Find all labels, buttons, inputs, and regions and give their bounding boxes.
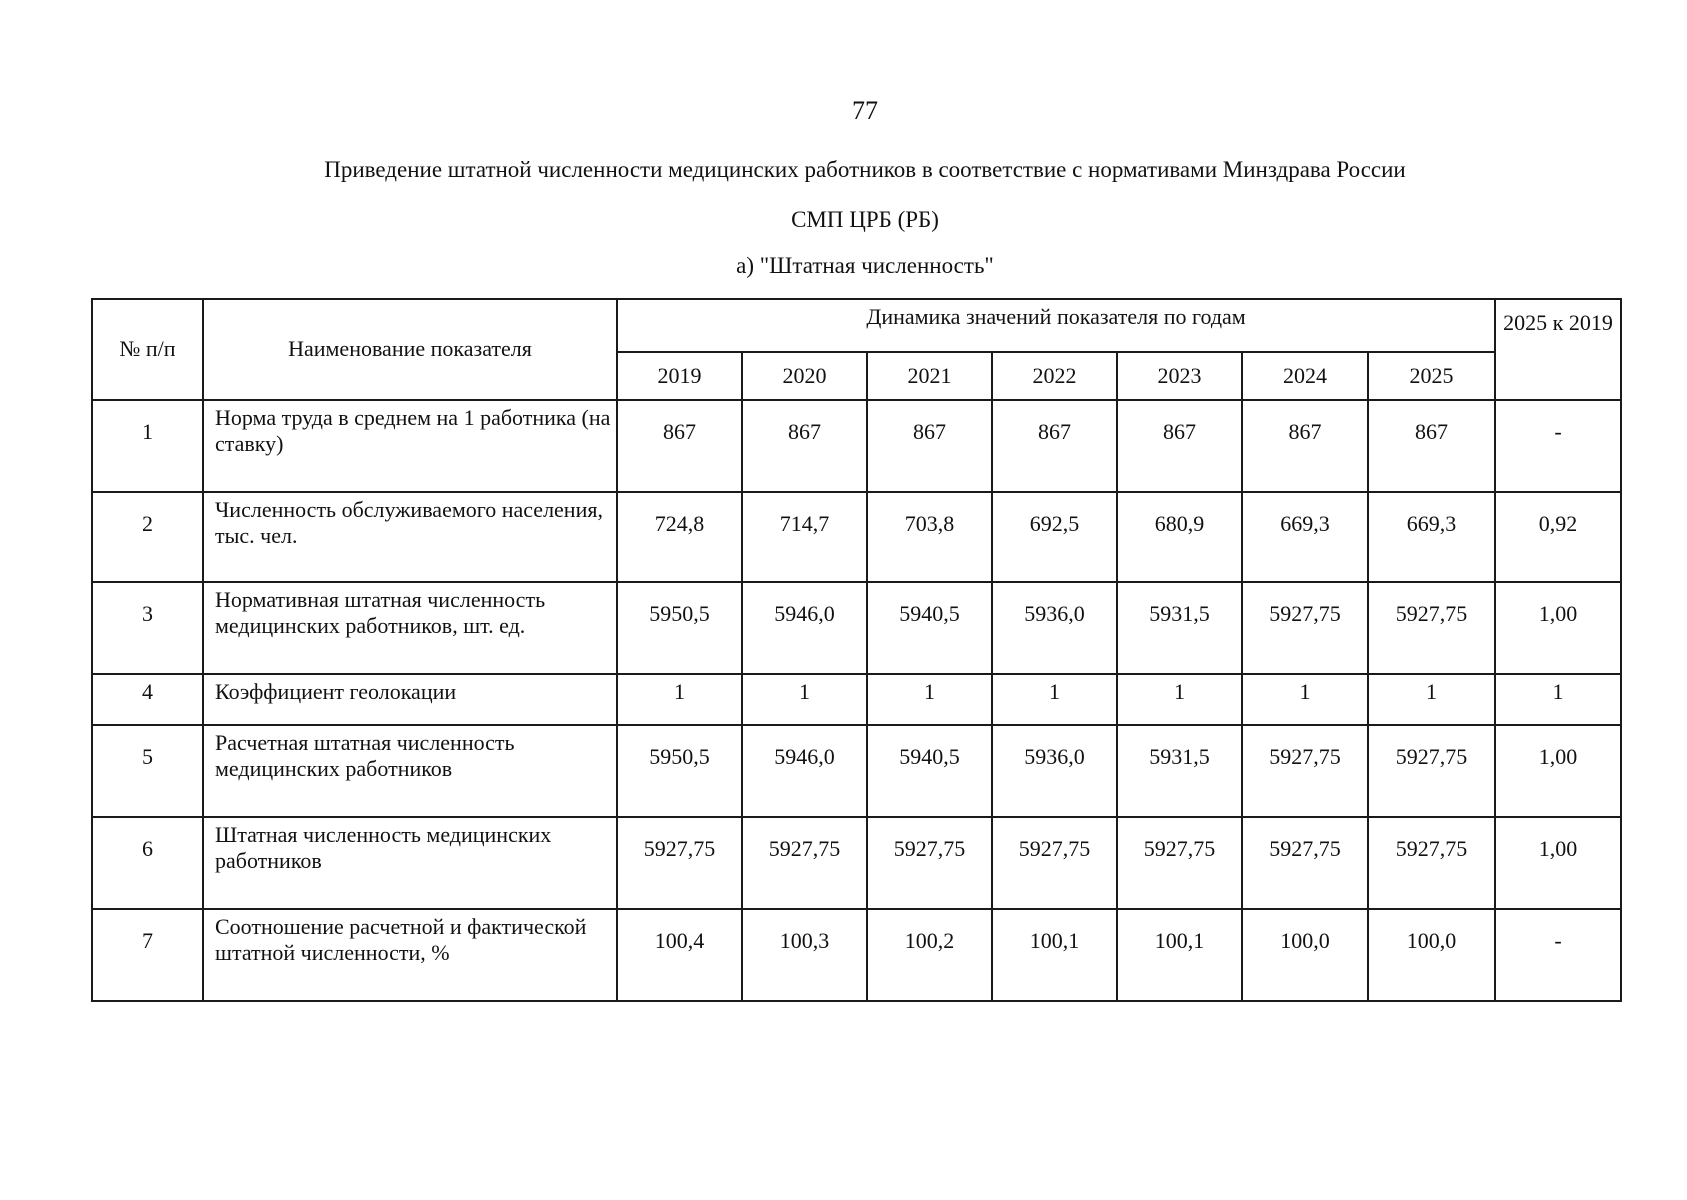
header-ratio: 2025 к 2019: [1495, 299, 1621, 400]
row-value: 867: [1242, 400, 1368, 492]
row-name: Соотношение расчетной и фактической штатной численности, %: [203, 909, 617, 1001]
row-value: 669,3: [1368, 492, 1495, 582]
row-index: 6: [92, 817, 203, 909]
row-value: 5927,75: [1242, 582, 1368, 674]
row-value: 5936,0: [992, 582, 1117, 674]
row-index: 5: [92, 725, 203, 817]
row-value: 5927,75: [742, 817, 867, 909]
row-name: Нормативная штатная численность медицинских работников, шт. ед.: [203, 582, 617, 674]
row-value: 5927,75: [617, 817, 742, 909]
row-index: 3: [92, 582, 203, 674]
header-index: № п/п: [92, 299, 203, 400]
row-value: 867: [1368, 400, 1495, 492]
document-title: Приведение штатной численности медицинских работников в соответствие с нормативами Минздрава России: [324, 157, 1406, 182]
row-value: 1: [742, 674, 867, 725]
row-index: 7: [92, 909, 203, 1001]
row-value: 100,0: [1368, 909, 1495, 1001]
page-number: 77: [852, 96, 878, 125]
header-year: 2023: [1117, 352, 1242, 400]
row-value: 867: [617, 400, 742, 492]
row-value: 100,2: [867, 909, 992, 1001]
table-row: [92, 492, 1621, 582]
row-value: 5931,5: [1117, 725, 1242, 817]
row-value: 100,4: [617, 909, 742, 1001]
row-ratio: 1,00: [1495, 725, 1621, 817]
row-value: 5936,0: [992, 725, 1117, 817]
row-value: 5927,75: [1368, 725, 1495, 817]
row-value: 5927,75: [992, 817, 1117, 909]
row-value: 5927,75: [867, 817, 992, 909]
row-value: 1: [1368, 674, 1495, 725]
row-value: 5927,75: [1117, 817, 1242, 909]
document-subtitle-organization: СМП ЦРБ (РБ): [791, 207, 939, 232]
row-value: 100,0: [1242, 909, 1368, 1001]
row-value: 5950,5: [617, 725, 742, 817]
row-value: 5927,75: [1368, 817, 1495, 909]
table-row: [92, 909, 1621, 1001]
row-value: 5927,75: [1368, 582, 1495, 674]
header-row-top: [92, 299, 1621, 352]
header-year: 2021: [867, 352, 992, 400]
row-value: 100,3: [742, 909, 867, 1001]
row-value: 5940,5: [867, 582, 992, 674]
row-value: 1: [867, 674, 992, 725]
row-value: 1: [1242, 674, 1368, 725]
row-value: 5946,0: [742, 725, 867, 817]
row-value: 5927,75: [1242, 725, 1368, 817]
table-row: [92, 400, 1621, 492]
table-row: [92, 817, 1621, 909]
row-value: 867: [867, 400, 992, 492]
header-year: 2019: [617, 352, 742, 400]
table-row: [92, 725, 1621, 817]
row-value: 703,8: [867, 492, 992, 582]
row-ratio: 1,00: [1495, 817, 1621, 909]
header-name: Наименование показателя: [203, 299, 617, 400]
row-name: Расчетная штатная численность медицинских работников: [203, 725, 617, 817]
row-ratio: -: [1495, 400, 1621, 492]
row-value: 100,1: [1117, 909, 1242, 1001]
row-ratio: 1: [1495, 674, 1621, 725]
row-value: 867: [992, 400, 1117, 492]
row-ratio: -: [1495, 909, 1621, 1001]
row-name: Коэффициент геолокации: [203, 674, 617, 725]
row-index: 2: [92, 492, 203, 582]
staffing-table: [91, 298, 1622, 1002]
row-value: 5927,75: [1242, 817, 1368, 909]
row-value: 5946,0: [742, 582, 867, 674]
table-caption: а) "Штатная численность": [736, 253, 994, 278]
row-value: 669,3: [1242, 492, 1368, 582]
row-value: 1: [992, 674, 1117, 725]
header-year: 2022: [992, 352, 1117, 400]
row-value: 1: [617, 674, 742, 725]
row-value: 5931,5: [1117, 582, 1242, 674]
header-year: 2025: [1368, 352, 1495, 400]
row-value: 714,7: [742, 492, 867, 582]
header-year: 2024: [1242, 352, 1368, 400]
row-ratio: 1,00: [1495, 582, 1621, 674]
header-year: 2020: [742, 352, 867, 400]
row-ratio: 0,92: [1495, 492, 1621, 582]
row-value: 724,8: [617, 492, 742, 582]
row-value: 680,9: [1117, 492, 1242, 582]
row-value: 867: [1117, 400, 1242, 492]
row-value: 100,1: [992, 909, 1117, 1001]
row-value: 1: [1117, 674, 1242, 725]
row-name: Штатная численность медицинских работников: [203, 817, 617, 909]
row-value: 867: [742, 400, 867, 492]
row-index: 4: [92, 674, 203, 725]
row-index: 1: [92, 400, 203, 492]
row-value: 5940,5: [867, 725, 992, 817]
row-value: 692,5: [992, 492, 1117, 582]
table-row: [92, 582, 1621, 674]
header-dynamics: Динамика значений показателя по годам: [617, 299, 1495, 352]
table-row: [92, 674, 1621, 725]
row-name: Норма труда в среднем на 1 работника (на ставку): [203, 400, 617, 492]
row-name: Численность обслуживаемого населения, тыс. чел.: [203, 492, 617, 582]
row-value: 5950,5: [617, 582, 742, 674]
